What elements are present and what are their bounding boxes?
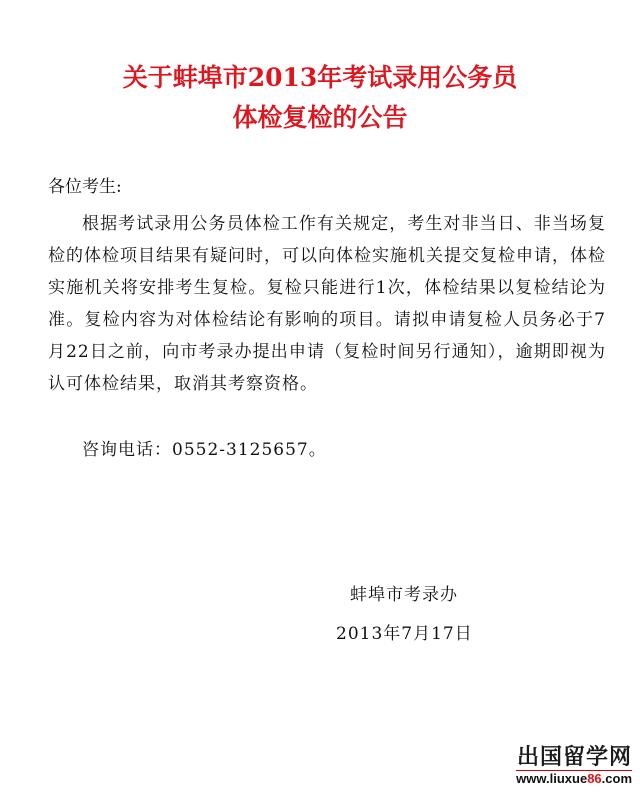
contact-phone: 咨询电话：0552-3125657。 [82, 440, 327, 460]
announcement-title [0, 58, 640, 138]
signature-date: 2013年7月17日 [336, 624, 473, 644]
site-watermark [516, 744, 632, 786]
watermark-url-part2: 86 [587, 771, 602, 786]
watermark-url-part3: .com [601, 771, 632, 786]
watermark-text: 出国留学网 [516, 744, 632, 769]
watermark-url-part1: www.liuxue [516, 771, 588, 786]
title-line-2: 体检复检的公告 [232, 103, 408, 132]
title-line-1: 关于蚌埠市2013年考试录用公务员 [122, 63, 518, 92]
watermark-url [516, 770, 632, 786]
signature-organization: 蚌埠市考录办 [350, 585, 458, 605]
announcement-body: 根据考试录用公务员体检工作有关规定，考生对非当日、非当场复检的体检项目结果有疑问时，可以向体检实施机关提交复检申请，体检实施机关将安排考生复检。复检只能进行1次，体检结果以复检结论为准。复检内容为对体检结论有影响的项目。请拟申请复检人员务必于7月22日之前，向市考录办提出申请（复检时间另行通知），逾期即视为认可体检结果，取消其考察资格。 [48, 214, 606, 394]
salutation: 各位考生: [48, 177, 122, 197]
